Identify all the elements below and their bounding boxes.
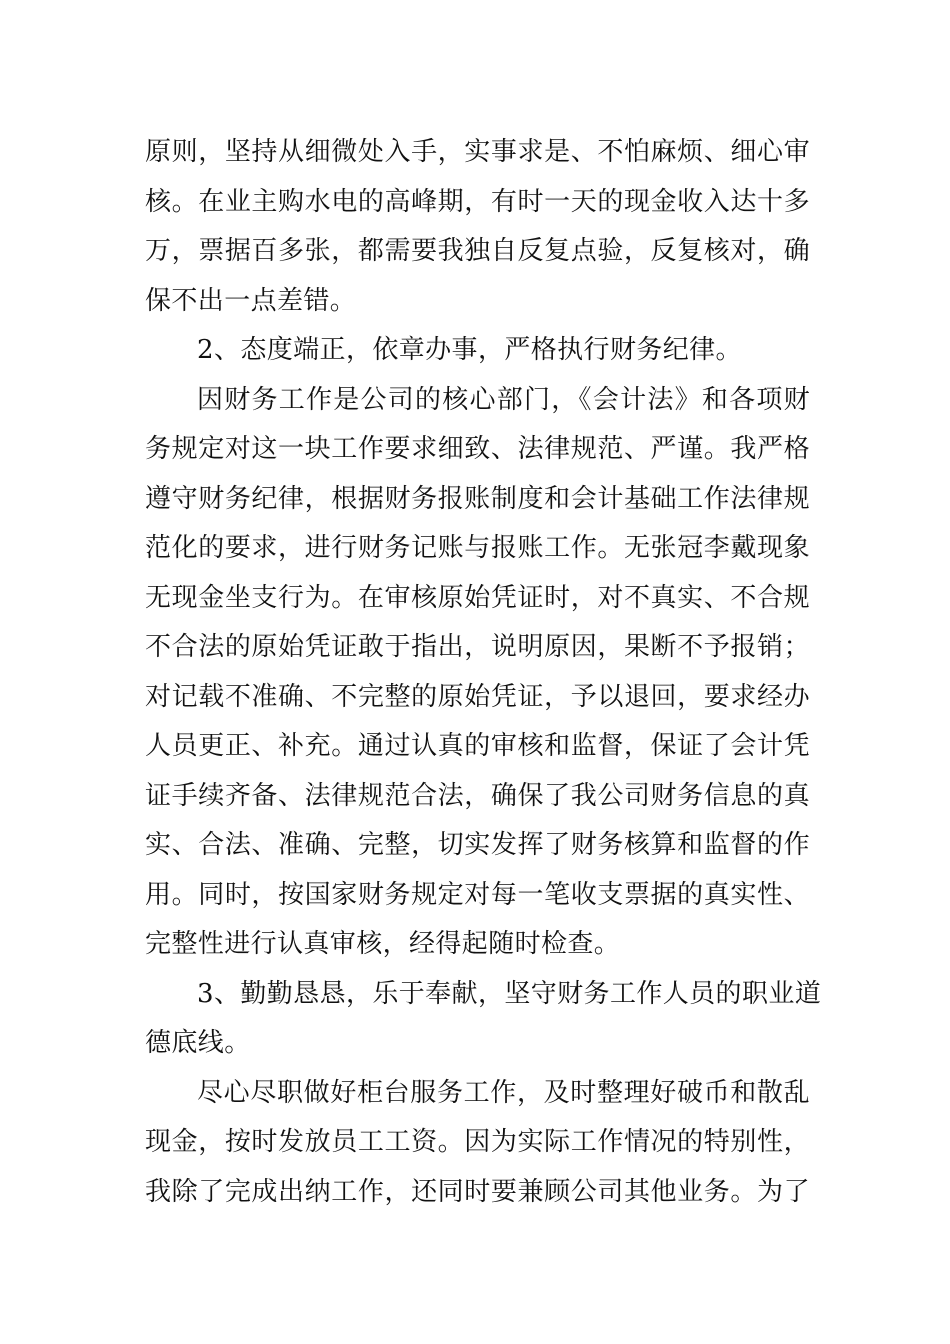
- document-body: [145, 128, 822, 1217]
- text-line: 因财务工作是公司的核心部门，《会计法》和各项财: [197, 384, 810, 415]
- section-heading-2: 2、态度端正，依章办事，严格执行财务纪律。: [197, 335, 742, 365]
- text-line: 实、合法、准确、完整，切实发挥了财务核算和监督的作: [145, 830, 810, 860]
- text-line: 核。在业主购水电的高峰期，有时一天的现金收入达十多: [145, 186, 810, 217]
- text-line: 不合法的原始凭证敢于指出，说明原因，果断不予报销；: [145, 632, 810, 662]
- text-line: 德底线。: [145, 1028, 251, 1058]
- section-heading-3: 3、勤勤恳恳，乐于奉献，坚守财务工作人员的职业道: [197, 978, 822, 1009]
- text-line: 范化的要求，进行财务记账与报账工作。无张冠李戴现象: [145, 533, 810, 563]
- text-line: 现金，按时发放员工工资。因为实际工作情况的特别性，: [145, 1127, 810, 1157]
- text-line: 尽心尽职做好柜台服务工作，及时整理好破币和散乱: [197, 1077, 810, 1108]
- text-line: 原则，坚持从细微处入手，实事求是、不怕麻烦、细心审: [145, 137, 810, 167]
- text-line: 我除了完成出纳工作，还同时要兼顾公司其他业务。为了: [145, 1176, 810, 1207]
- text-line: 完整性进行认真审核，经得起随时检查。: [145, 929, 621, 959]
- text-line: 证手续齐备、法律规范合法，确保了我公司财务信息的真: [145, 780, 810, 811]
- text-line: 对记载不准确、不完整的原始凭证，予以退回，要求经办: [145, 681, 810, 712]
- text-line: 万，票据百多张，都需要我独自反复点验，反复核对，确: [145, 236, 810, 266]
- text-line: 保不出一点差错。: [145, 285, 357, 316]
- text-line: 用。同时，按国家财务规定对每一笔收支票据的真实性、: [145, 879, 810, 910]
- text-line: 务规定对这一块工作要求细致、法律规范、严谨。我严格: [145, 434, 810, 464]
- text-line: 无现金坐支行为。在审核原始凭证时，对不真实、不合规: [145, 582, 810, 613]
- text-line: 遵守财务纪律，根据财务报账制度和会计基础工作法律规: [145, 483, 810, 514]
- text-line: 人员更正、补充。通过认真的审核和监督，保证了会计凭: [145, 731, 810, 761]
